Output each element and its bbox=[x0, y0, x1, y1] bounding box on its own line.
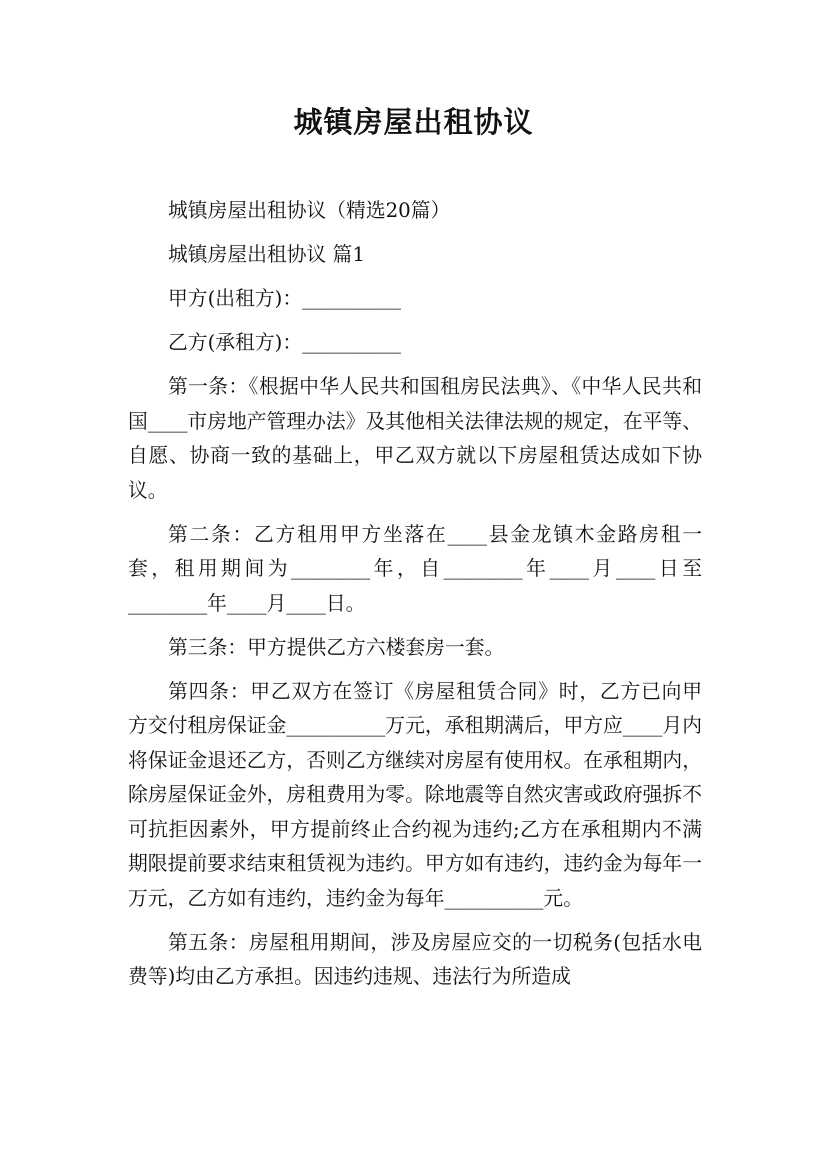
section-heading: 城镇房屋出租协议 篇1 bbox=[168, 243, 365, 266]
party-b-line: 乙方(承租方)：__________ bbox=[168, 331, 402, 354]
article-1-paragraph: 第一条：《根据中华人民共和国租房民法典》、《中华人民共和国____市房地产管理办法》及其他相关法律法规的规定，在平等、自愿、协商一致的基础上，甲乙双方就以下房屋租赁达成如下协议。 bbox=[128, 375, 702, 502]
article-2-paragraph: 第二条：乙方租用甲方坐落在____县金龙镇木金路房租一套，租用期间为________年，自________年____月____日至________年____月____日。 bbox=[128, 522, 702, 615]
article-4-paragraph: 第四条：甲乙双方在签订《房屋租赁合同》时，乙方已向甲方交付租房保证金__________万元，承租期满后，甲方应____月内将保证金退还乙方，否则乙方继续对房屋有使用权。在承租期内，除房屋保证金外，房租费用为零。除地震等自然灾害或政府强拆不可抗拒因素外，甲方提前终止合约视为违约;乙方在承租期内不满期限提前要求结束租赁视为违约。甲方如有违约，违约金为每年一万元，乙方如有违约，违约金为每年__________元。 bbox=[128, 679, 702, 910]
article-5-paragraph: 第五条：房屋租用期间，涉及房屋应交的一切税务(包括水电费等)均由乙方承担。因违约违规、违法行为所造成 bbox=[128, 930, 702, 988]
document-body bbox=[128, 194, 702, 995]
subtitle-paragraph: 城镇房屋出租协议（精选20篇） bbox=[168, 199, 451, 222]
article-3-paragraph: 第三条：甲方提供乙方六楼套房一套。 bbox=[168, 635, 505, 659]
party-a-line: 甲方(出租方)：__________ bbox=[168, 287, 402, 310]
document-title: 城镇房屋出租协议 bbox=[293, 105, 534, 139]
